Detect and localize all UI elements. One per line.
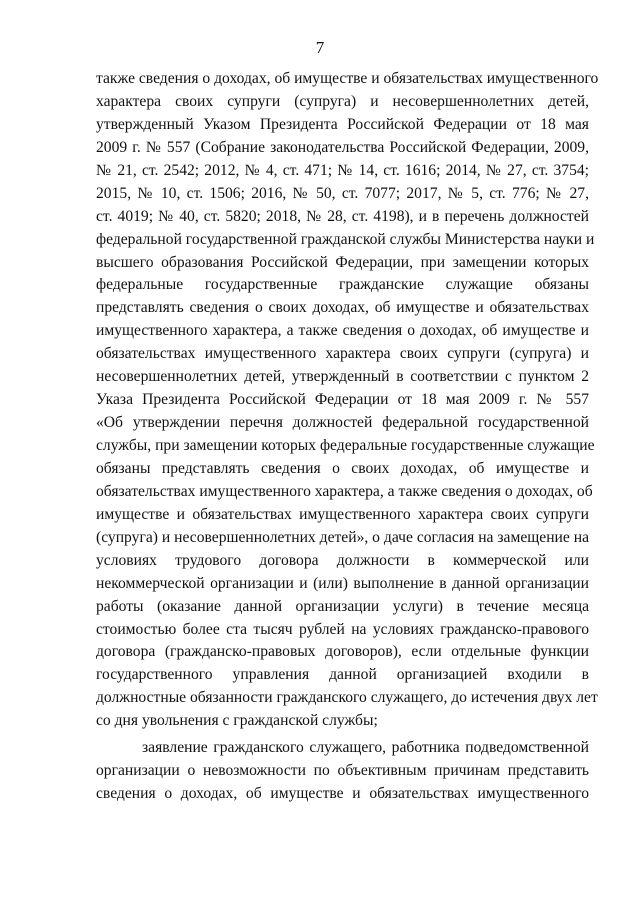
text-line: федеральные государственные гражданские служащие обязаны: [96, 276, 589, 294]
text-line: также сведения о доходах, об имуществе и обязательствах имущественного: [96, 70, 599, 87]
text-line: представлять сведения о своих доходах, об имуществе и обязательствах: [96, 299, 589, 317]
document-body: [96, 68, 599, 806]
text-line: государственного управления данной организацией входили в: [96, 666, 589, 684]
paragraph: [96, 737, 589, 806]
text-line: обязательствах имущественного характера, а также сведения о доходах, об: [96, 482, 593, 500]
text-line: 2009 г. № 557 (Собрание законодательства Российской Федерации, 2009,: [96, 138, 589, 156]
text-line: заявление гражданского служащего, работника подведомственной: [142, 739, 589, 757]
text-line: обязательствах имущественного характера своих супруги (супруга) и: [96, 345, 589, 363]
text-line: стоимостью более ста тысяч рублей на условиях гражданско-правового: [96, 620, 589, 638]
text-line: Указа Президента Российской Федерации от 18 мая 2009 г. № 557: [96, 391, 589, 409]
text-line: должностные обязанности гражданского служащего, до истечения двух лет: [96, 689, 598, 707]
text-line: федеральной государственной гражданской службы Министерства науки и: [96, 230, 595, 248]
paragraph: [96, 68, 599, 733]
text-line: службы, при замещении которых федеральные государственные служащие: [96, 437, 595, 454]
text-line: имущественного характера, а также сведения о доходах, об имуществе и: [96, 322, 589, 340]
text-line: договора (гражданско-правовых договоров), если отдельные функции: [96, 643, 589, 661]
text-line: работы (оказание данной организации услуги) в течение месяца: [96, 597, 589, 615]
text-line: со дня увольнения с гражданской службы;: [96, 712, 378, 730]
page-number: 7: [315, 38, 325, 57]
text-line: имуществе и обязательствах имущественного характера своих супруги: [96, 505, 589, 523]
text-line: (супруга) и несовершеннолетних детей», о даче согласия на замещение на: [96, 528, 589, 546]
text-line: высшего образования Российской Федерации, при замещении которых: [96, 253, 589, 271]
text-line: «Об утверждении перечня должностей федеральной государственной: [96, 414, 589, 432]
text-line: несовершеннолетних детей, утвержденный в соответствии с пунктом 2: [96, 368, 589, 386]
text-line: утвержденный Указом Президента Российской Федерации от 18 мая: [96, 115, 589, 133]
text-line: обязаны представлять сведения о своих доходах, об имуществе и: [96, 459, 589, 477]
text-line: сведения о доходах, об имуществе и обязательствах имущественного: [96, 785, 589, 803]
text-line: некоммерческой организации и (или) выполнение в данной организации: [96, 574, 589, 592]
text-line: характера своих супруги (супруга) и несовершеннолетних детей,: [96, 92, 589, 110]
text-line: организации о невозможности по объективным причинам представить: [96, 762, 589, 780]
text-line: условиях трудового договора должности в коммерческой или: [96, 551, 589, 569]
text-line: № 21, ст. 2542; 2012, № 4, ст. 471; № 14, ст. 1616; 2014, № 27, ст. 3754;: [96, 161, 589, 179]
text-line: 2015, № 10, ст. 1506; 2016, № 50, ст. 7077; 2017, № 5, ст. 776; № 27,: [96, 184, 589, 202]
text-line: ст. 4019; № 40, ст. 5820; 2018, № 28, ст. 4198), и в перечень должностей: [96, 207, 589, 225]
